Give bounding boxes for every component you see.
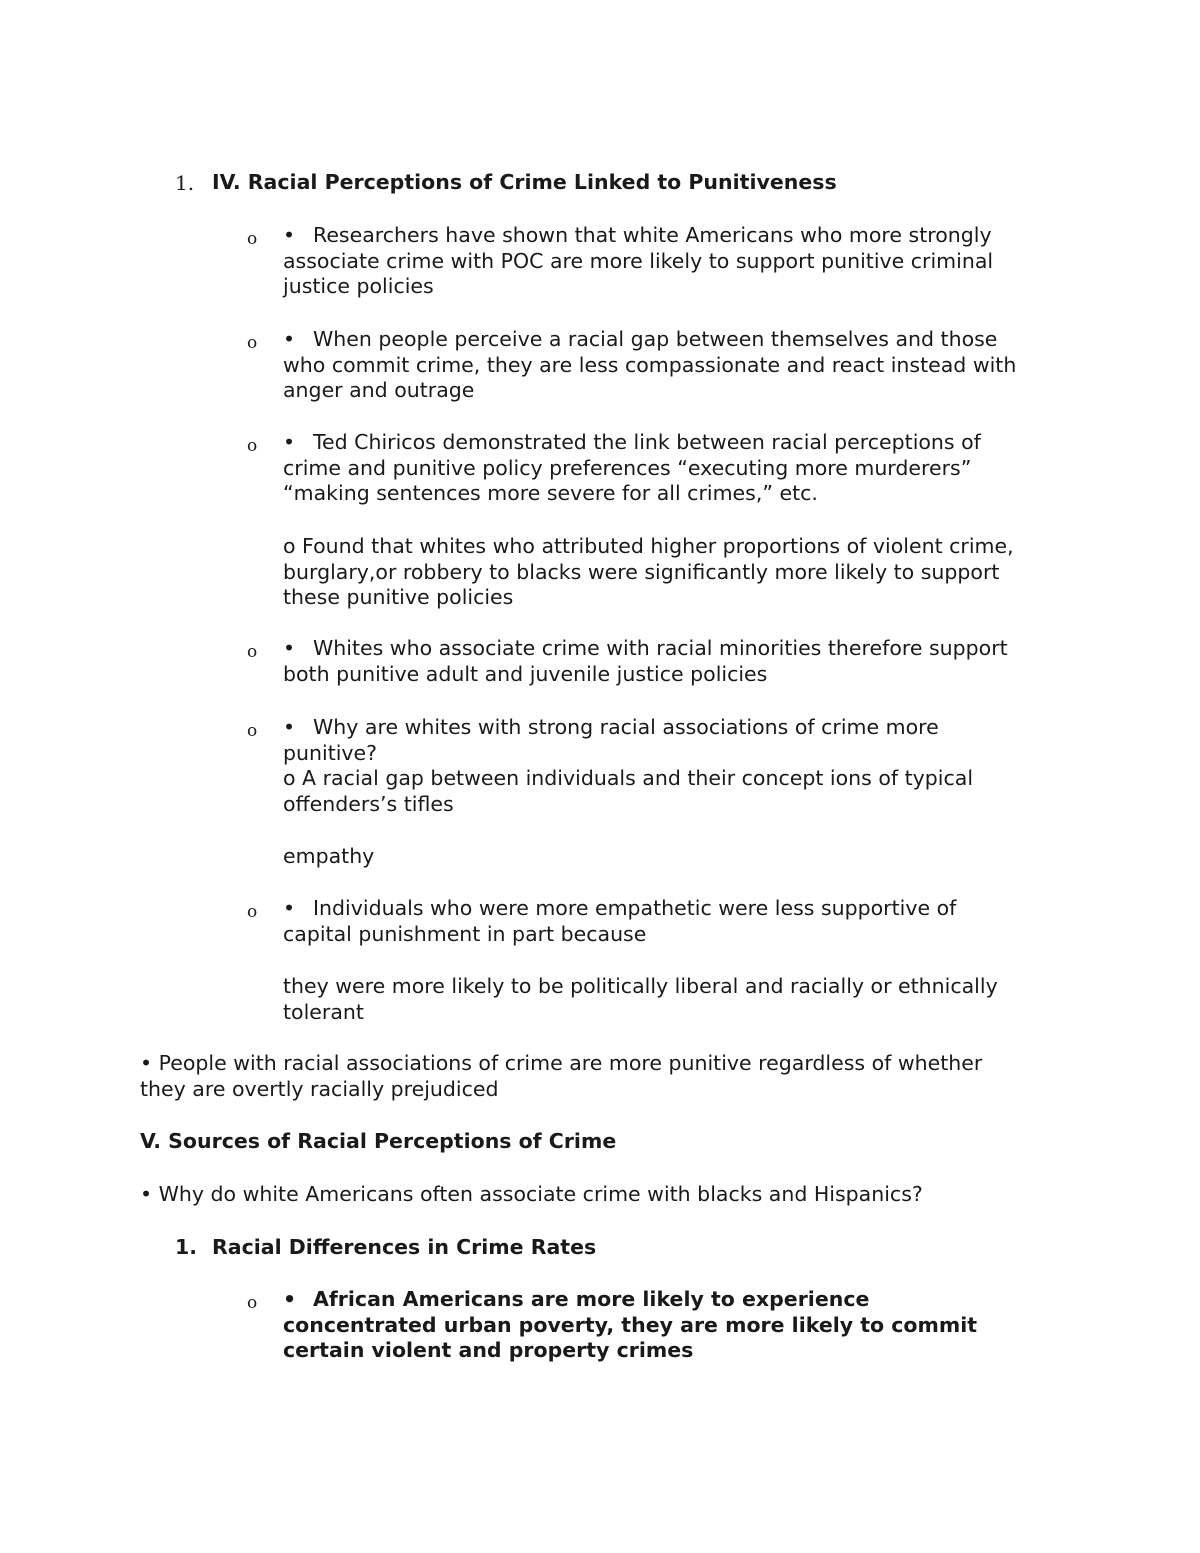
- list-marker: o: [247, 1293, 258, 1313]
- list-marker: o: [247, 721, 258, 741]
- bullet-icon: •: [283, 430, 296, 454]
- section-v-question: • Why do white Americans often associate crime with blacks and Hispanics?: [140, 1182, 923, 1206]
- bullet-icon: •: [283, 636, 296, 660]
- list-number: 1.: [175, 171, 195, 195]
- list-marker: o: [247, 642, 258, 662]
- bullet-icon: •: [283, 1287, 297, 1311]
- list-marker: o: [247, 229, 258, 249]
- list-item-continuation: o Found that whites who attributed higher proportions of violent crime, burglary,or robbery to blacks were significantly more likely to support these punitive policies: [283, 534, 1014, 609]
- list-marker: o: [247, 436, 258, 456]
- list-number: 1.: [175, 1235, 198, 1259]
- bullet-icon: •: [283, 715, 296, 739]
- section-iv-heading: IV. Racial Perceptions of Crime Linked to Punitiveness: [212, 170, 837, 194]
- list-item: • Individuals who were more empathetic were less supportive of capital punishment in part because: [283, 896, 957, 946]
- subsection-heading: Racial Differences in Crime Rates: [212, 1235, 597, 1259]
- section-v-heading: V. Sources of Racial Perceptions of Crime: [140, 1129, 617, 1153]
- list-item: • Whites who associate crime with racial minorities therefore support both punitive adult and juvenile justice policies: [283, 636, 1008, 686]
- list-marker: o: [247, 333, 258, 353]
- list-item-continuation: they were more likely to be politically liberal and racially or ethnically tolerant: [283, 974, 998, 1024]
- bullet-icon: •: [283, 223, 296, 247]
- list-marker: o: [247, 902, 258, 922]
- list-item: • When people perceive a racial gap between themselves and those who commit crime, they are less compassionate and react instead with anger and outrage: [283, 327, 1017, 402]
- list-item: • Researchers have shown that white Americans who more strongly associate crime with POC are more likely to support punitive criminal justice policies: [283, 223, 994, 298]
- list-item: • Ted Chiricos demonstrated the link between racial perceptions of crime and punitive policy preferences “executing more murderers” “making sentences more severe for all crimes,” etc.: [283, 430, 981, 505]
- bullet-icon: •: [283, 896, 296, 920]
- standalone-bullet-paragraph: • People with racial associations of crime are more punitive regardless of whether they are overtly racially prejudiced: [140, 1051, 983, 1101]
- list-item: • African Americans are more likely to experience concentrated urban poverty, they are more likely to commit certain violent and property crimes: [283, 1287, 978, 1362]
- bullet-icon: •: [283, 327, 296, 351]
- list-item: • Why are whites with strong racial associations of crime more punitive? o A racial gap between individuals and their concept ions of typical offenders’s tifles: [283, 715, 974, 816]
- list-item-continuation: empathy: [283, 844, 375, 868]
